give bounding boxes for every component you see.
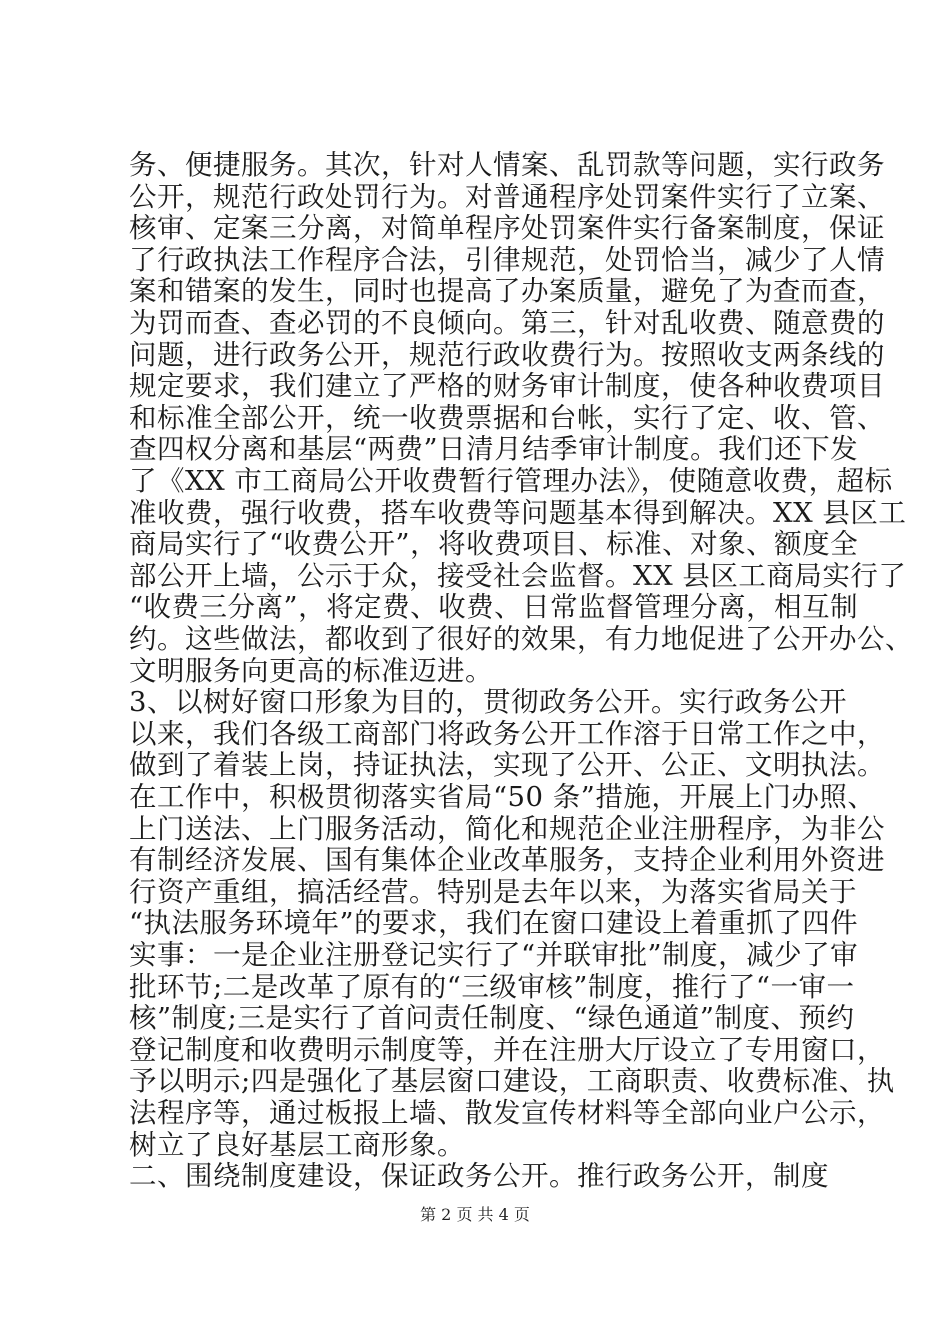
text-line: “收费三分离”，将定费、收费、日常监督管理分离，相互制 bbox=[129, 591, 859, 624]
page-footer: 第 2 页 共 4 页 bbox=[420, 1205, 530, 1224]
text-line: 了《XX 市工商局公开收费暂行管理办法》，使随意收费，超标 bbox=[129, 465, 893, 497]
text-line: 核审、定案三分离，对简单程序处罚案件实行备案制度，保证 bbox=[129, 212, 885, 245]
text-line: 二、围绕制度建设，保证政务公开。推行政务公开，制度 bbox=[129, 1160, 829, 1193]
text-line: 登记制度和收费明示制度等，并在注册大厅设立了专用窗口， bbox=[129, 1033, 885, 1066]
text-line: 树立了良好基层工商形象。 bbox=[129, 1128, 465, 1161]
text-line: 查四权分离和基层“两费”日清月结季审计制度。我们还下发 bbox=[129, 433, 859, 466]
text-line: 公开，规范行政处罚行为。对普通程序处罚案件实行了立案、 bbox=[129, 180, 885, 213]
text-line: 做到了着装上岗，持证执法，实现了公开、公正、文明执法。 bbox=[129, 749, 885, 782]
text-line: 予以明示;四是强化了基层窗口建设，工商职责、收费标准、执 bbox=[129, 1065, 895, 1098]
text-line: 有制经济发展、国有集体企业改革服务，支持企业利用外资进 bbox=[129, 844, 885, 877]
text-line: 在工作中，积极贯彻落实省局“50 条”措施，开展上门办照、 bbox=[129, 781, 876, 813]
text-line: 上门送法、上门服务活动，简化和规范企业注册程序，为非公 bbox=[129, 812, 885, 845]
text-line: 3、以树好窗口形象为目的，贯彻政务公开。实行政务公开 bbox=[129, 686, 847, 719]
text-line: 法程序等，通过板报上墙、散发宣传材料等全部向业户公示， bbox=[129, 1097, 885, 1129]
text-line: 为罚而查、查必罚的不良倾向。第三，针对乱收费、随意费的 bbox=[129, 307, 885, 339]
text-line: 约。这些做法，都收到了很好的效果，有力地促进了公开办公、 bbox=[129, 623, 913, 655]
text-line: 文明服务向更高的标准迈进。 bbox=[129, 654, 493, 687]
text-line: 部公开上墙，公示于众，接受社会监督。XX 县区工商局实行了 bbox=[129, 559, 907, 592]
text-line: 问题，进行政务公开，规范行政收费行为。按照收支两条线的 bbox=[129, 338, 885, 371]
text-line: 规定要求，我们建立了严格的财务审计制度，使各种收费项目 bbox=[129, 370, 885, 403]
text-line: 案和错案的发生，同时也提高了办案质量，避免了为查而查， bbox=[129, 275, 885, 308]
text-line: 实事：一是企业注册登记实行了“并联审批”制度，减少了审 bbox=[129, 939, 859, 971]
text-line: 商局实行了“收费公开”，将收费项目、标准、对象、额度全 bbox=[129, 528, 859, 561]
text-line: 和标准全部公开，统一收费票据和台帐，实行了定、收、管、 bbox=[129, 401, 885, 434]
text-line: 务、便捷服务。其次，针对人情案、乱罚款等问题，实行政务 bbox=[129, 149, 885, 181]
text-line: 以来，我们各级工商部门将政务公开工作溶于日常工作之中， bbox=[129, 717, 885, 750]
text-line: 核”制度;三是实行了首问责任制度、“绿色通道”制度、预约 bbox=[129, 1002, 855, 1035]
text-line: 行资产重组，搞活经营。特别是去年以来，为落实省局关于 bbox=[129, 875, 857, 908]
text-line: 准收费，强行收费，搭车收费等问题基本得到解决。XX 县区工 bbox=[129, 496, 907, 529]
text-line: 了行政执法工作程序合法，引律规范，处罚恰当，减少了人情 bbox=[129, 243, 885, 276]
text-line: 批环节;二是改革了原有的“三级审核”制度，推行了“一审一 bbox=[129, 970, 855, 1003]
text-line: “执法服务环境年”的要求，我们在窗口建设上着重抓了四件 bbox=[129, 907, 859, 940]
